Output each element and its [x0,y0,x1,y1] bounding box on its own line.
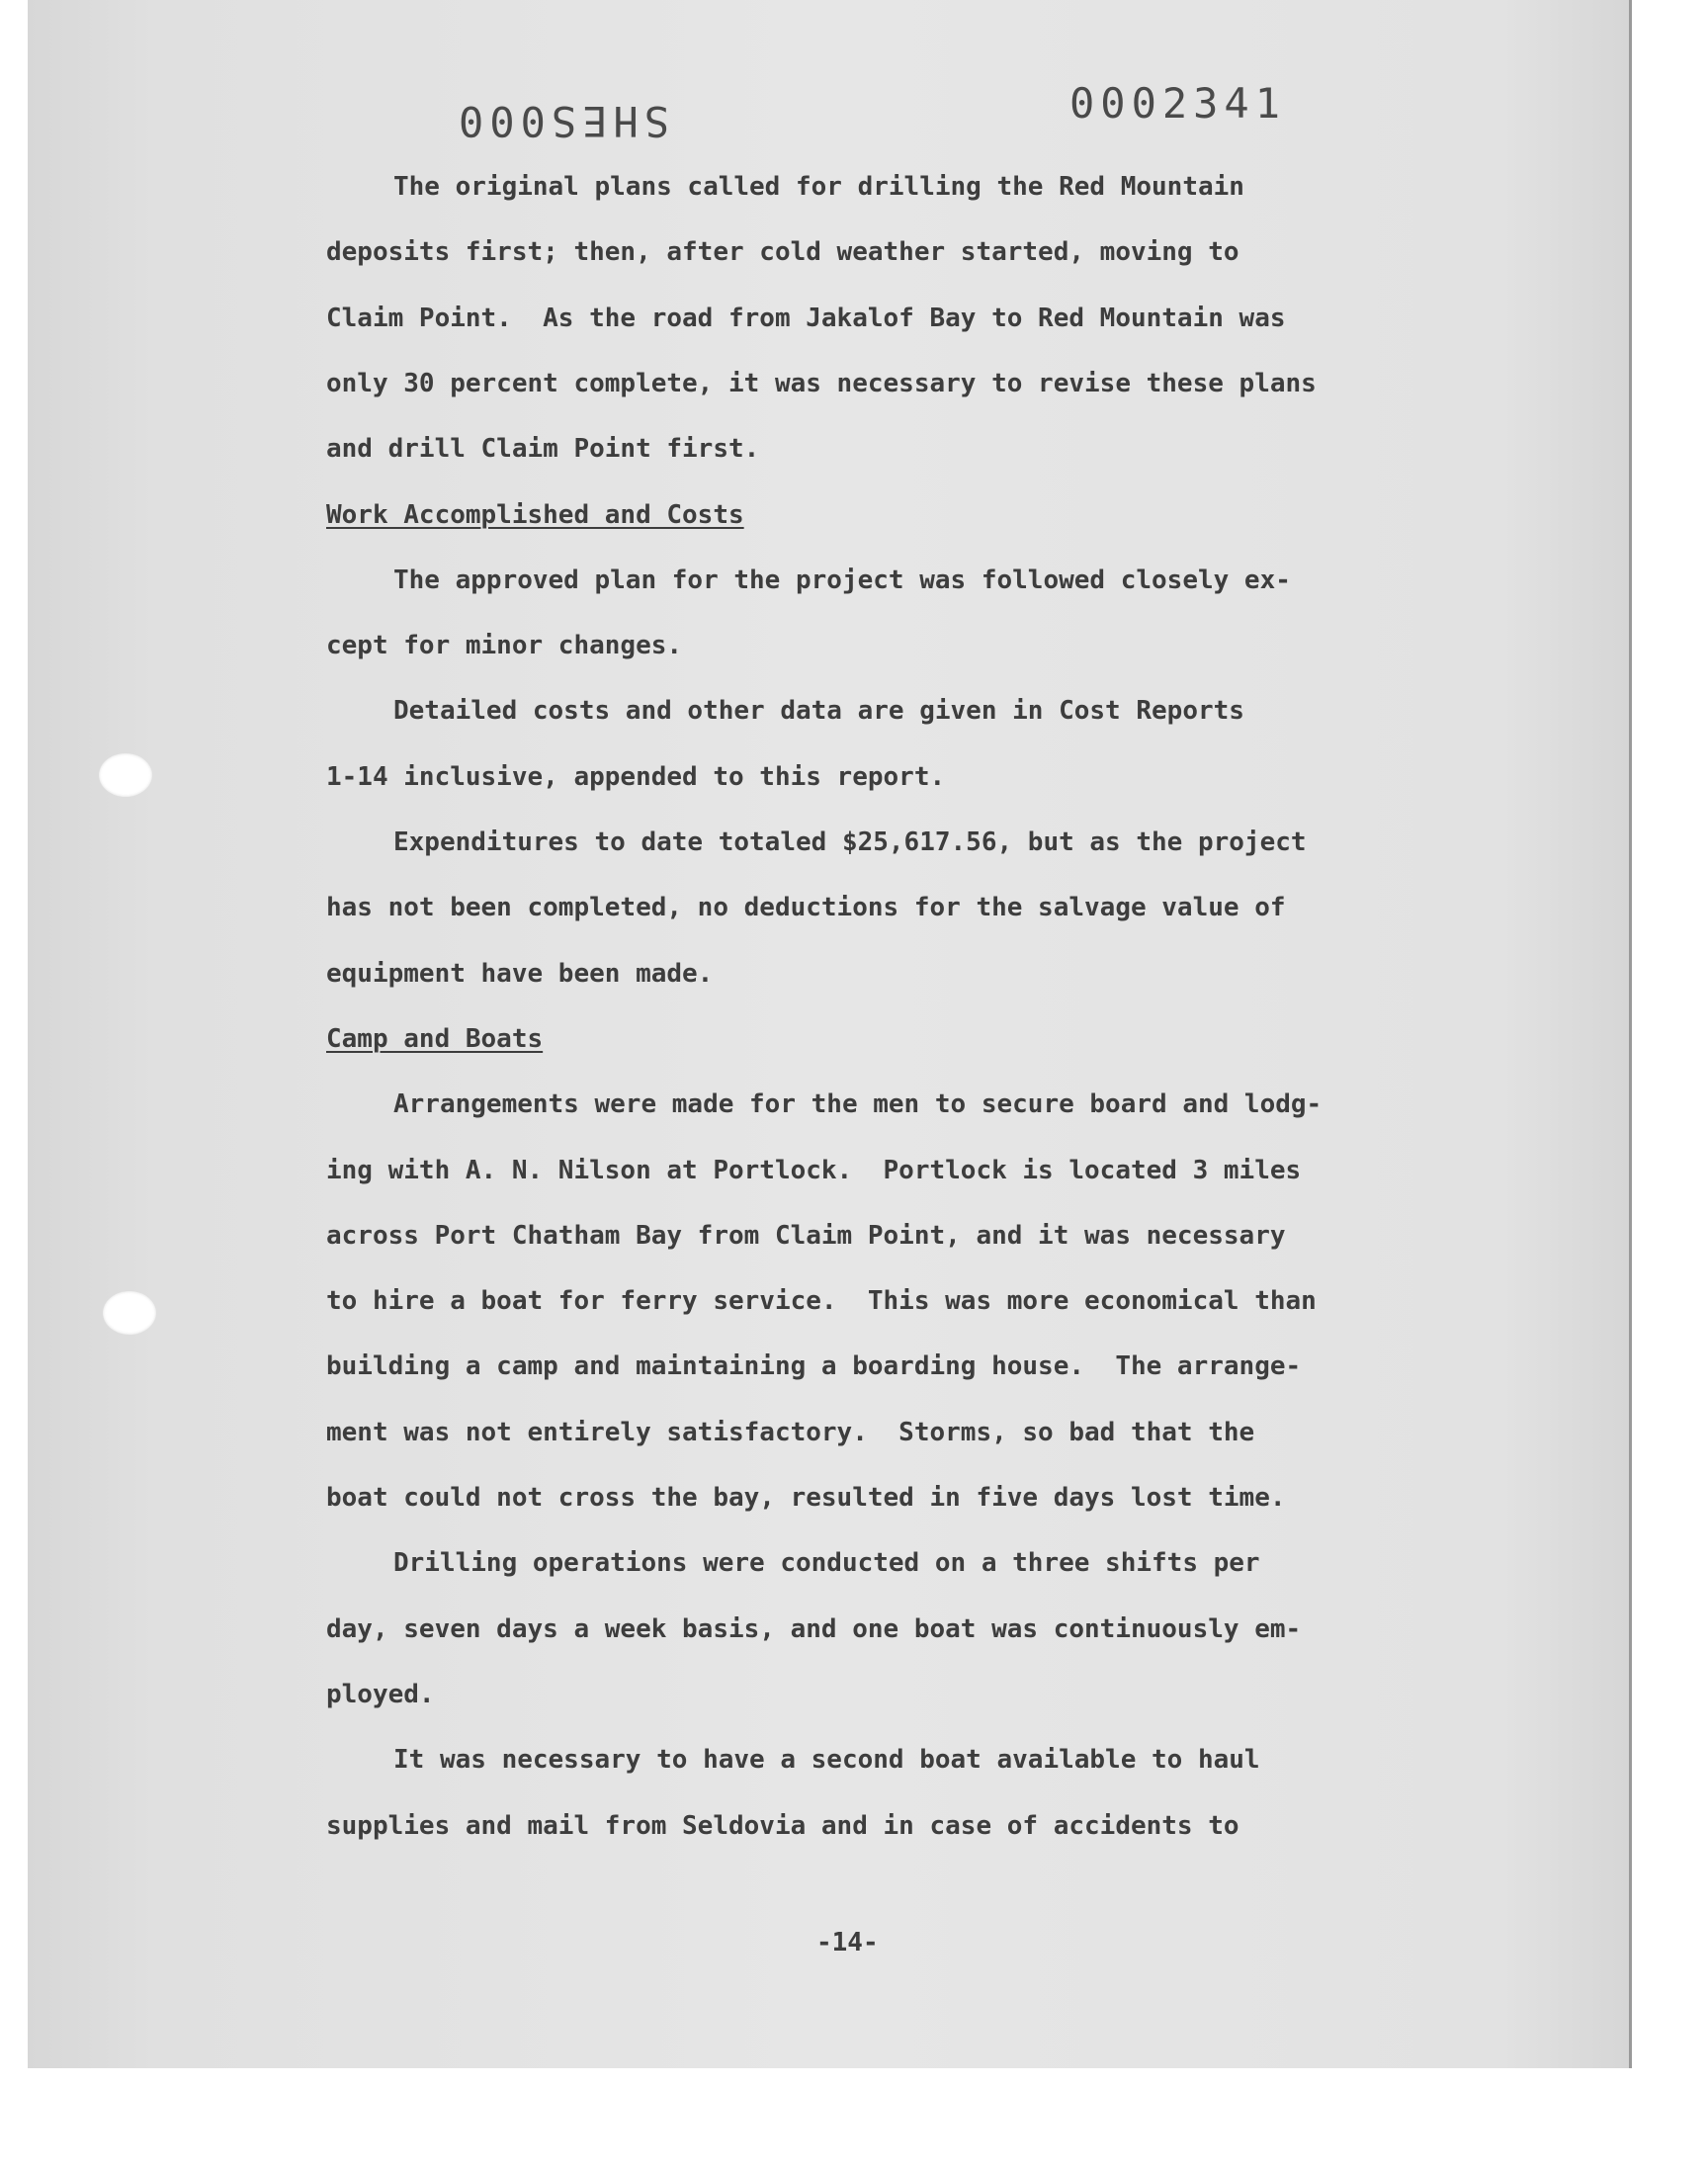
punch-hole [99,753,152,797]
text-line: ing with A. N. Nilson at Portlock. Portlock is located 3 miles [326,1155,1302,1185]
text-line: ployed. [326,1679,435,1709]
document-stamp-inverted: SHES000 [453,97,670,145]
text-line: day, seven days a week basis, and one boat was continuously em- [326,1613,1302,1644]
text-line: only 30 percent complete, it was necessary to revise these plans [326,368,1317,398]
text-line: It was necessary to have a second boat available to haul [393,1745,1260,1776]
section-heading: Camp and Boats [326,1023,544,1054]
text-line: cept for minor changes. [326,631,683,661]
section-heading: Work Accomplished and Costs [326,499,744,530]
text-line: ment was not entirely satisfactory. Storms, so bad that the [326,1417,1255,1447]
text-line: boat could not cross the bay, resulted in five days lost time. [326,1483,1286,1513]
text-line: Arrangements were made for the men to secure board and lodg- [393,1089,1323,1120]
text-line: The approved plan for the project was followed closely ex- [393,565,1291,595]
page-number: -14- [816,1928,879,1958]
text-line: Expenditures to date totaled $25,617.56, but as the project [393,827,1307,857]
text-line: Drilling operations were conducted on a three shifts per [393,1548,1260,1579]
text-line: The original plans called for drilling the Red Mountain [393,172,1244,202]
punch-hole [103,1291,156,1335]
text-line: to hire a boat for ferry service. This was more economical than [326,1286,1317,1317]
text-line: Detailed costs and other data are given in Cost Reports [393,696,1244,727]
text-line: Claim Point. As the road from Jakalof Bay to Red Mountain was [326,303,1286,333]
document-stamp-number: 0002341 [1069,79,1287,128]
text-line: 1-14 inclusive, appended to this report. [326,761,946,792]
text-line: equipment have been made. [326,958,714,989]
text-line: deposits first; then, after cold weather started, moving to [326,237,1239,268]
text-line: has not been completed, no deductions for the salvage value of [326,893,1286,923]
text-line: supplies and mail from Seldovia and in case of accidents to [326,1810,1239,1841]
text-line: across Port Chatham Bay from Claim Point, and it was necessary [326,1220,1286,1251]
text-line: building a camp and maintaining a boarding house. The arrange- [326,1351,1302,1382]
text-line: and drill Claim Point first. [326,434,760,465]
